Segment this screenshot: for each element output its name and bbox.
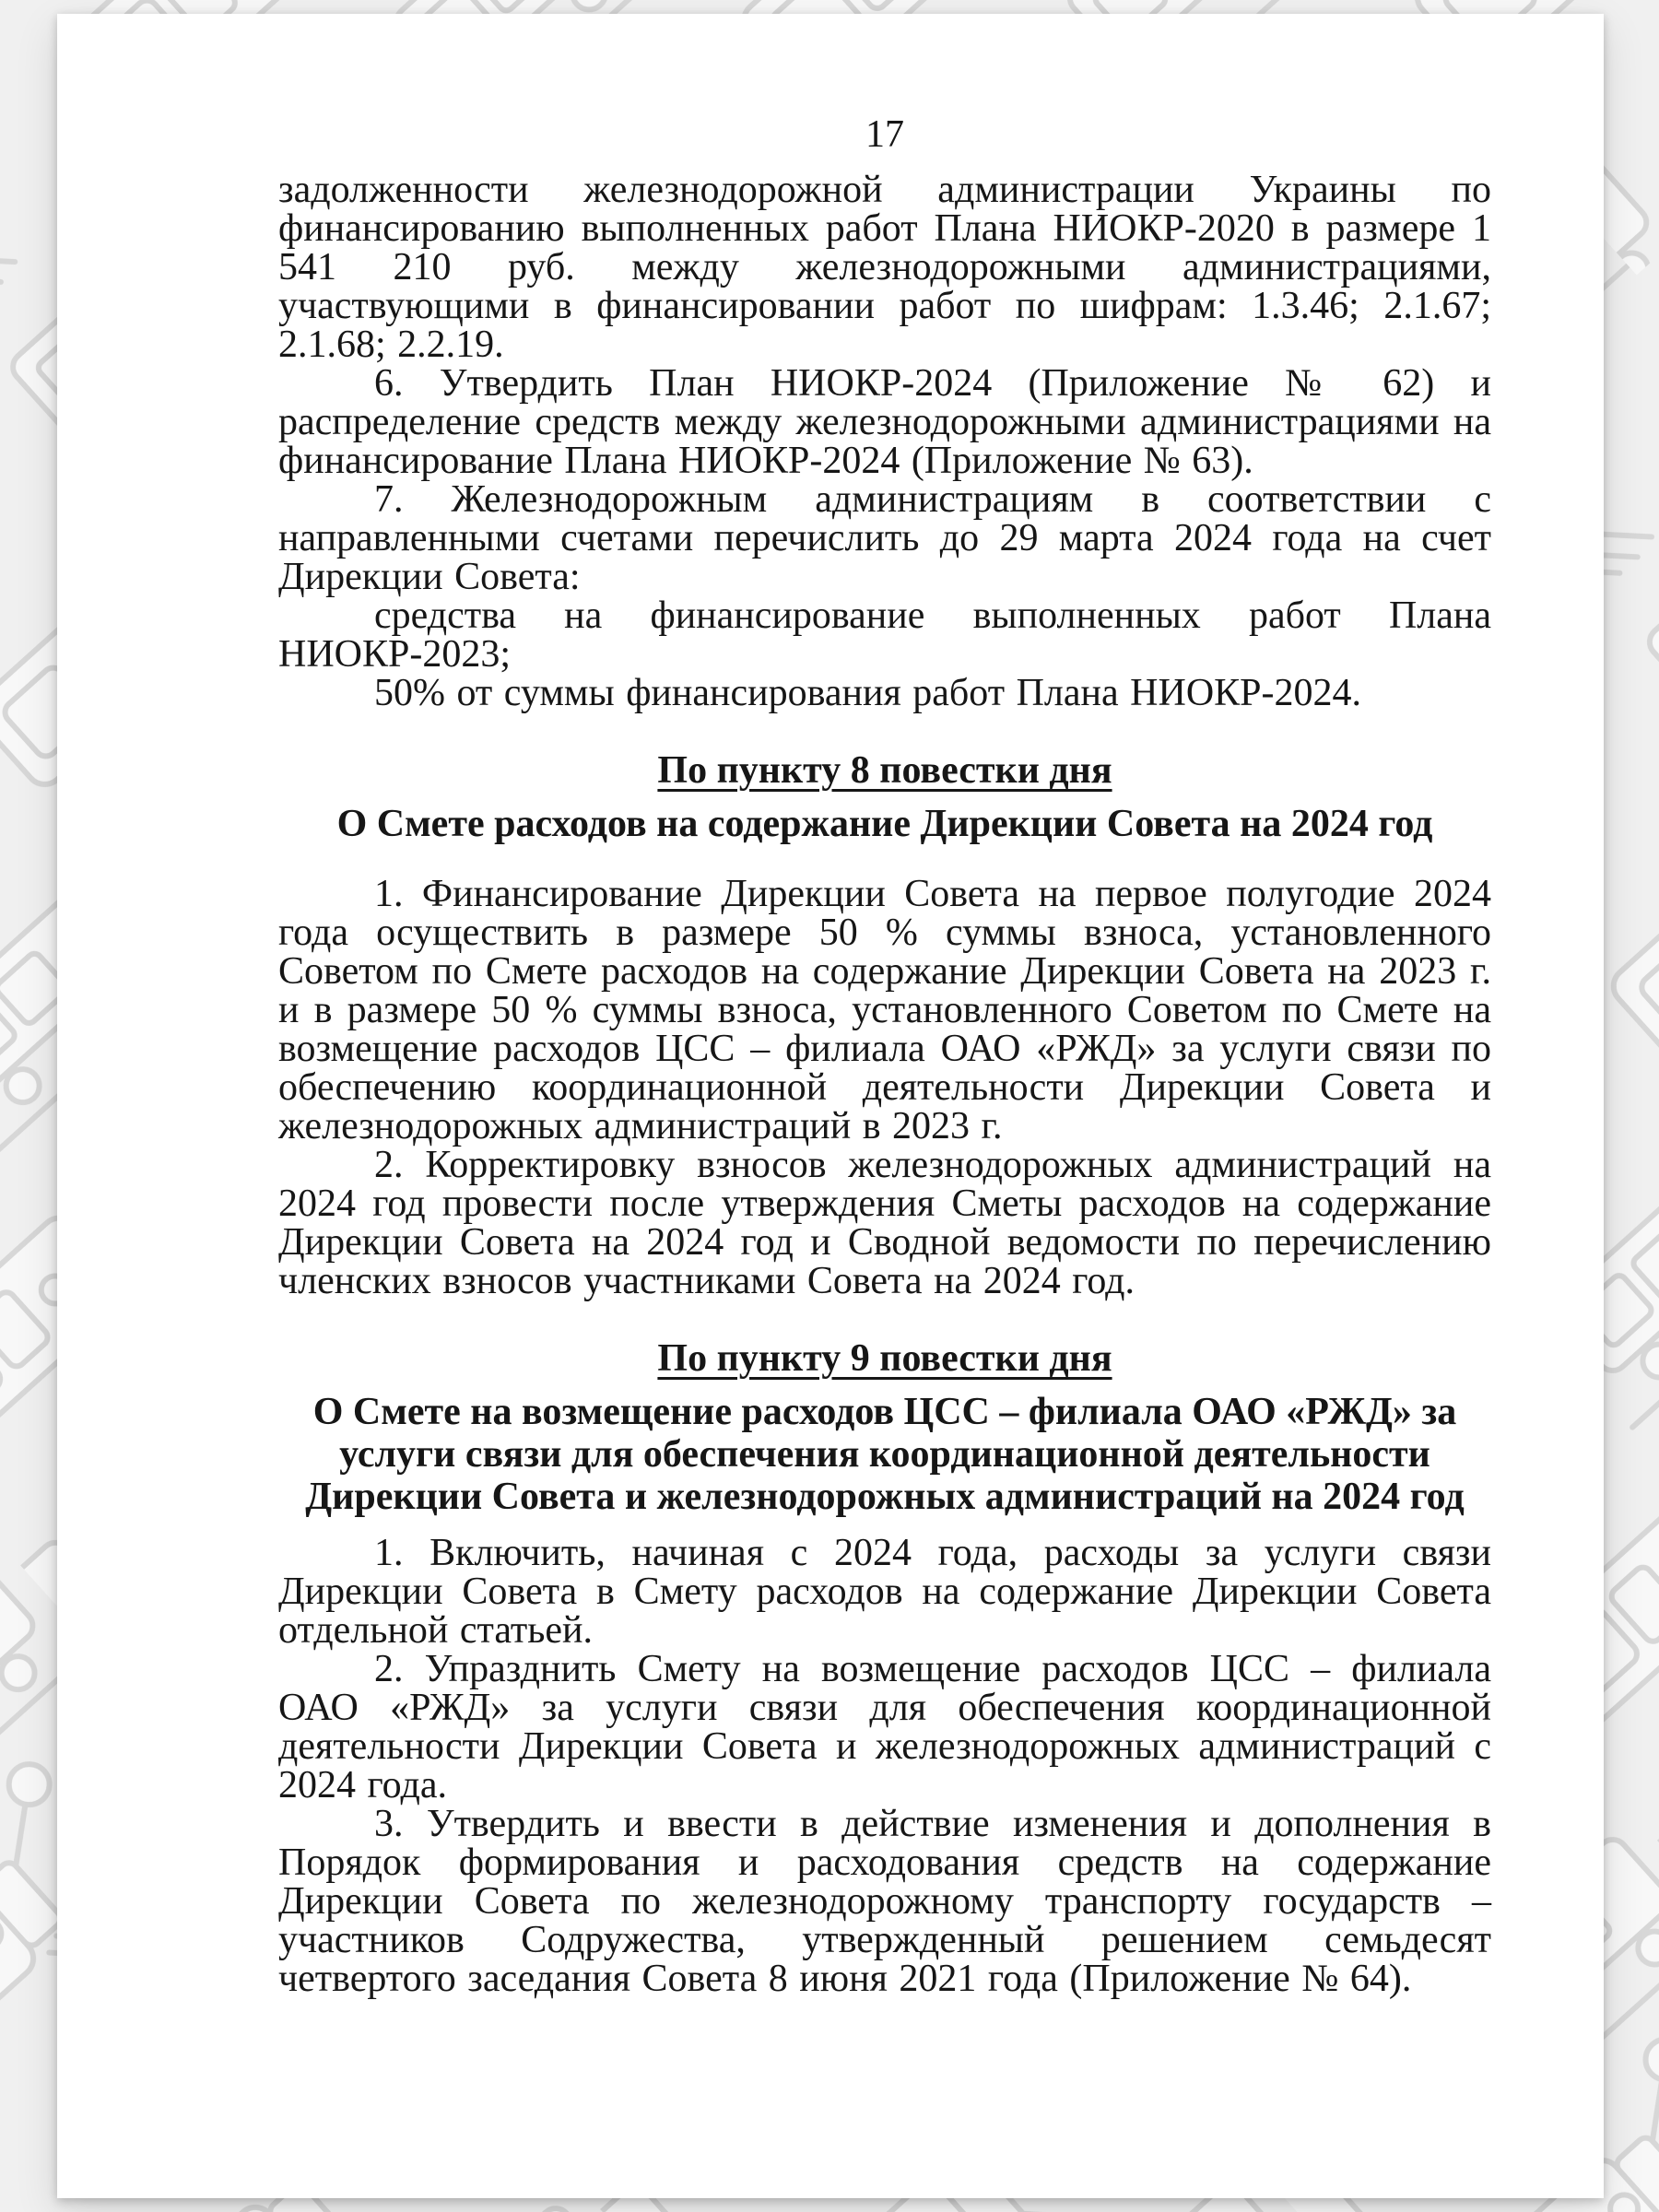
paragraph-section9-item-2: 2. Упразднить Смету на возмещение расходов ЦСС – филиала ОАО «РЖД» за услуги связи для обеспечения координационной деятельности Дирекции Совета и железнодорожных администраций с 2024 года. bbox=[278, 1648, 1491, 1806]
document-page bbox=[57, 14, 1604, 2198]
paragraph-item-6: 6. Утвердить План НИОКР-2024 (Приложение № 62) и распределение средств между железнодорожными администрациями на финансирование Плана НИОКР-2024 (Приложение № 63). bbox=[278, 362, 1491, 482]
paragraph-section9-item-3: 3. Утвердить и ввести в действие изменения и дополнения в Порядок формирования и расходования средств на содержание Дирекции Совета по железнодорожному транспорту государств – участников Содружества, утвержденный решением семьдесят четвертого заседания Совета 8 июня 2021 года (Приложение № 64). bbox=[278, 1803, 1491, 2000]
heading-agenda-item-8-subject: О Смете расходов на содержание Дирекции Совета на 2024 год bbox=[336, 803, 1433, 845]
paragraph-section8-item-1: 1. Финансирование Дирекции Совета на первое полугодие 2024 года осуществить в размере 50 % суммы взноса, установленного Советом по Смете расходов на содержание Дирекции Совета на 2023 г. и в размере 50 % суммы взноса, установленного Советом по Смете на возмещение расходов ЦСС – филиала ОАО «РЖД» за услуги связи по обеспечению координационной деятельности Дирекции Совета и железнодорожных администраций в 2023 г. bbox=[278, 873, 1491, 1147]
page-number: 17 bbox=[865, 113, 904, 156]
paragraph-debt-continuation: задолженности железнодорожной администрации Украины по финансированию выполненных работ Плана НИОКР-2020 в размере 1 541 210 руб. между железнодорожными администрациями, участвующими в финансировании работ по шифрам: 1.3.46; 2.1.67; 2.1.68; 2.2.19. bbox=[278, 169, 1491, 366]
heading-agenda-item-9: По пункту 9 повестки дня bbox=[657, 1337, 1112, 1380]
paragraph-item-7: 7. Железнодорожным администрациям в соответствии с направленными счетами перечислить до 29 марта 2024 года на счет Дирекции Совета: bbox=[278, 478, 1491, 598]
paragraph-50-percent-niokr-2024: 50% от суммы финансирования работ Плана НИОКР-2024. bbox=[374, 672, 1362, 714]
paragraph-funds-niokr-2023: средства на финансирование выполненных работ Плана НИОКР-2023; bbox=[278, 594, 1491, 676]
heading-agenda-item-9-subject: О Смете на возмещение расходов ЦСС – филиала ОАО «РЖД» за услуги связи для обеспечения координационной деятельности Дирекции Совета и железнодорожных администраций на 2024 год bbox=[305, 1391, 1465, 1518]
heading-agenda-item-8: По пункту 8 повестки дня bbox=[657, 749, 1112, 792]
paragraph-section9-item-1: 1. Включить, начиная с 2024 года, расходы за услуги связи Дирекции Совета в Смету расходов на содержание Дирекции Совета отдельной статьей. bbox=[278, 1532, 1491, 1652]
paragraph-section8-item-2: 2. Корректировку взносов железнодорожных администраций на 2024 год провести после утверждения Сметы расходов на содержание Дирекции Совета на 2024 год и Сводной ведомости по перечислению членских взносов участниками Совета на 2024 год. bbox=[278, 1144, 1491, 1302]
